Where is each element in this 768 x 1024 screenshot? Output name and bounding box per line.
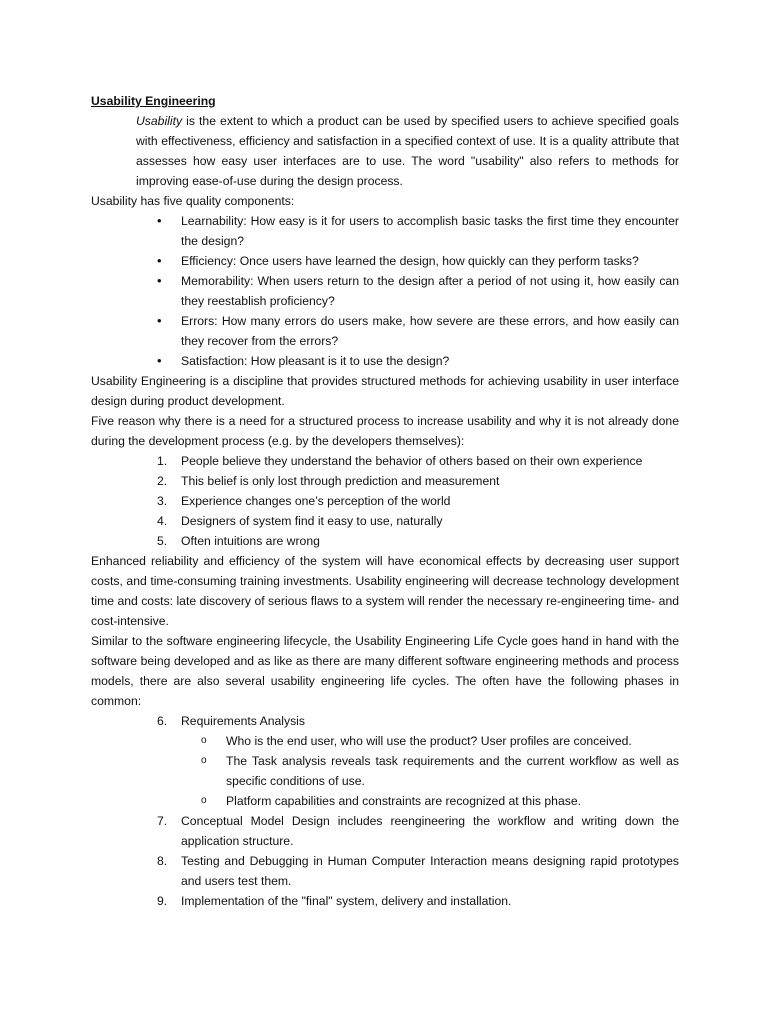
lifecycle-paragraph: Similar to the software engineering lifecycle, the Usability Engineering Life Cycle goes hand in hand with the software being developed and as like as there are many different software engineering methods and process models, there are also several usability engineering life cycles. The often have the following phases in common:	[91, 634, 679, 708]
reasons-paragraph: Five reason why there is a need for a structured process to increase usability and why it is not already done during the development process (e.g. by the developers themselves):	[91, 414, 679, 448]
document-body	[91, 91, 679, 911]
intro-text: is the extent to which a product can be used by specified users to achieve specified goals with effectiveness, efficiency and satisfaction in a specified context of use. It is a quality attribute that assesses how easy user interfaces are to use. The word "usability" also refers to methods for improving ease-of-use during the design process.	[136, 114, 679, 188]
sub-list-item	[91, 791, 679, 811]
components-heading: Usability has five quality components:	[91, 194, 295, 208]
list-item	[91, 471, 679, 491]
list-item	[91, 811, 679, 851]
phases-list-continued	[91, 811, 679, 911]
sub-item-text: Who is the end user, who will use the product? User profiles are conceived.	[226, 734, 632, 748]
reliability-paragraph: Enhanced reliability and efficiency of the system will have economical effects by decreasing user support costs, and time-consuming training investments. Usability engineering will decrease technology development time and costs: late discovery of serious flaws to a system will render the necessary re-engineering time- and cost-intensive.	[91, 554, 679, 628]
list-item	[91, 451, 679, 471]
list-item	[91, 271, 679, 311]
item-number: 2.	[157, 474, 168, 488]
reason-text: Often intuitions are wrong	[181, 534, 320, 548]
usability-term: Usability	[136, 114, 183, 128]
item-number: 9.	[157, 894, 168, 908]
sub-list-item	[91, 751, 679, 791]
components-list	[91, 211, 679, 371]
list-item	[91, 851, 679, 891]
bullet-icon: •	[157, 353, 162, 368]
reason-text: Experience changes one’s perception of the world	[181, 494, 451, 508]
list-item	[91, 891, 679, 911]
list-item	[91, 711, 679, 731]
phase-text: Conceptual Model Design includes reengineering the workflow and writing down the application structure.	[181, 814, 679, 848]
bullet-icon: •	[157, 213, 162, 228]
circle-bullet-icon: o	[201, 755, 207, 766]
item-number: 6.	[157, 714, 168, 728]
list-item	[91, 351, 679, 371]
circle-bullet-icon: o	[201, 735, 207, 746]
component-text: Errors: How many errors do users make, how severe are these errors, and how easily can they recover from the errors?	[181, 314, 679, 348]
phase-text: Testing and Debugging in Human Computer Interaction means designing rapid prototypes and users test them.	[181, 854, 679, 888]
component-text: Efficiency: Once users have learned the design, how quickly can they perform tasks?	[181, 254, 639, 268]
phase-text: Implementation of the "final" system, delivery and installation.	[181, 894, 512, 908]
requirements-sublist	[91, 731, 679, 811]
section-title: Usability Engineering	[91, 94, 216, 108]
list-item	[91, 211, 679, 251]
item-number: 8.	[157, 854, 168, 868]
list-item	[91, 251, 679, 271]
reasons-list	[91, 451, 679, 551]
bullet-icon: •	[157, 313, 162, 328]
item-number: 4.	[157, 514, 168, 528]
list-item	[91, 491, 679, 511]
component-text: Memorability: When users return to the design after a period of not using it, how easily can they reestablish proficiency?	[181, 274, 679, 308]
circle-bullet-icon: o	[201, 795, 207, 806]
component-text: Satisfaction: How pleasant is it to use the design?	[181, 354, 450, 368]
list-item	[91, 311, 679, 351]
reason-text: This belief is only lost through prediction and measurement	[181, 474, 500, 488]
reason-text: Designers of system find it easy to use, naturally	[181, 514, 443, 528]
list-item	[91, 531, 679, 551]
discipline-paragraph: Usability Engineering is a discipline that provides structured methods for achieving usability in user interface design during product development.	[91, 374, 679, 408]
list-item	[91, 511, 679, 531]
sub-list-item	[91, 731, 679, 751]
sub-item-text: Platform capabilities and constraints are recognized at this phase.	[226, 794, 581, 808]
item-number: 7.	[157, 814, 168, 828]
item-number: 3.	[157, 494, 168, 508]
phases-list	[91, 711, 679, 731]
item-number: 5.	[157, 534, 168, 548]
item-number: 1.	[157, 454, 168, 468]
phase-text: Requirements Analysis	[181, 714, 305, 728]
bullet-icon: •	[157, 253, 162, 268]
bullet-icon: •	[157, 273, 162, 288]
component-text: Learnability: How easy is it for users to accomplish basic tasks the first time they encounter the design?	[181, 214, 679, 248]
sub-item-text: The Task analysis reveals task requirements and the current workflow as well as specific conditions of use.	[226, 754, 679, 788]
reason-text: People believe they understand the behavior of others based on their own experience	[181, 454, 643, 468]
intro-paragraph	[91, 111, 679, 191]
